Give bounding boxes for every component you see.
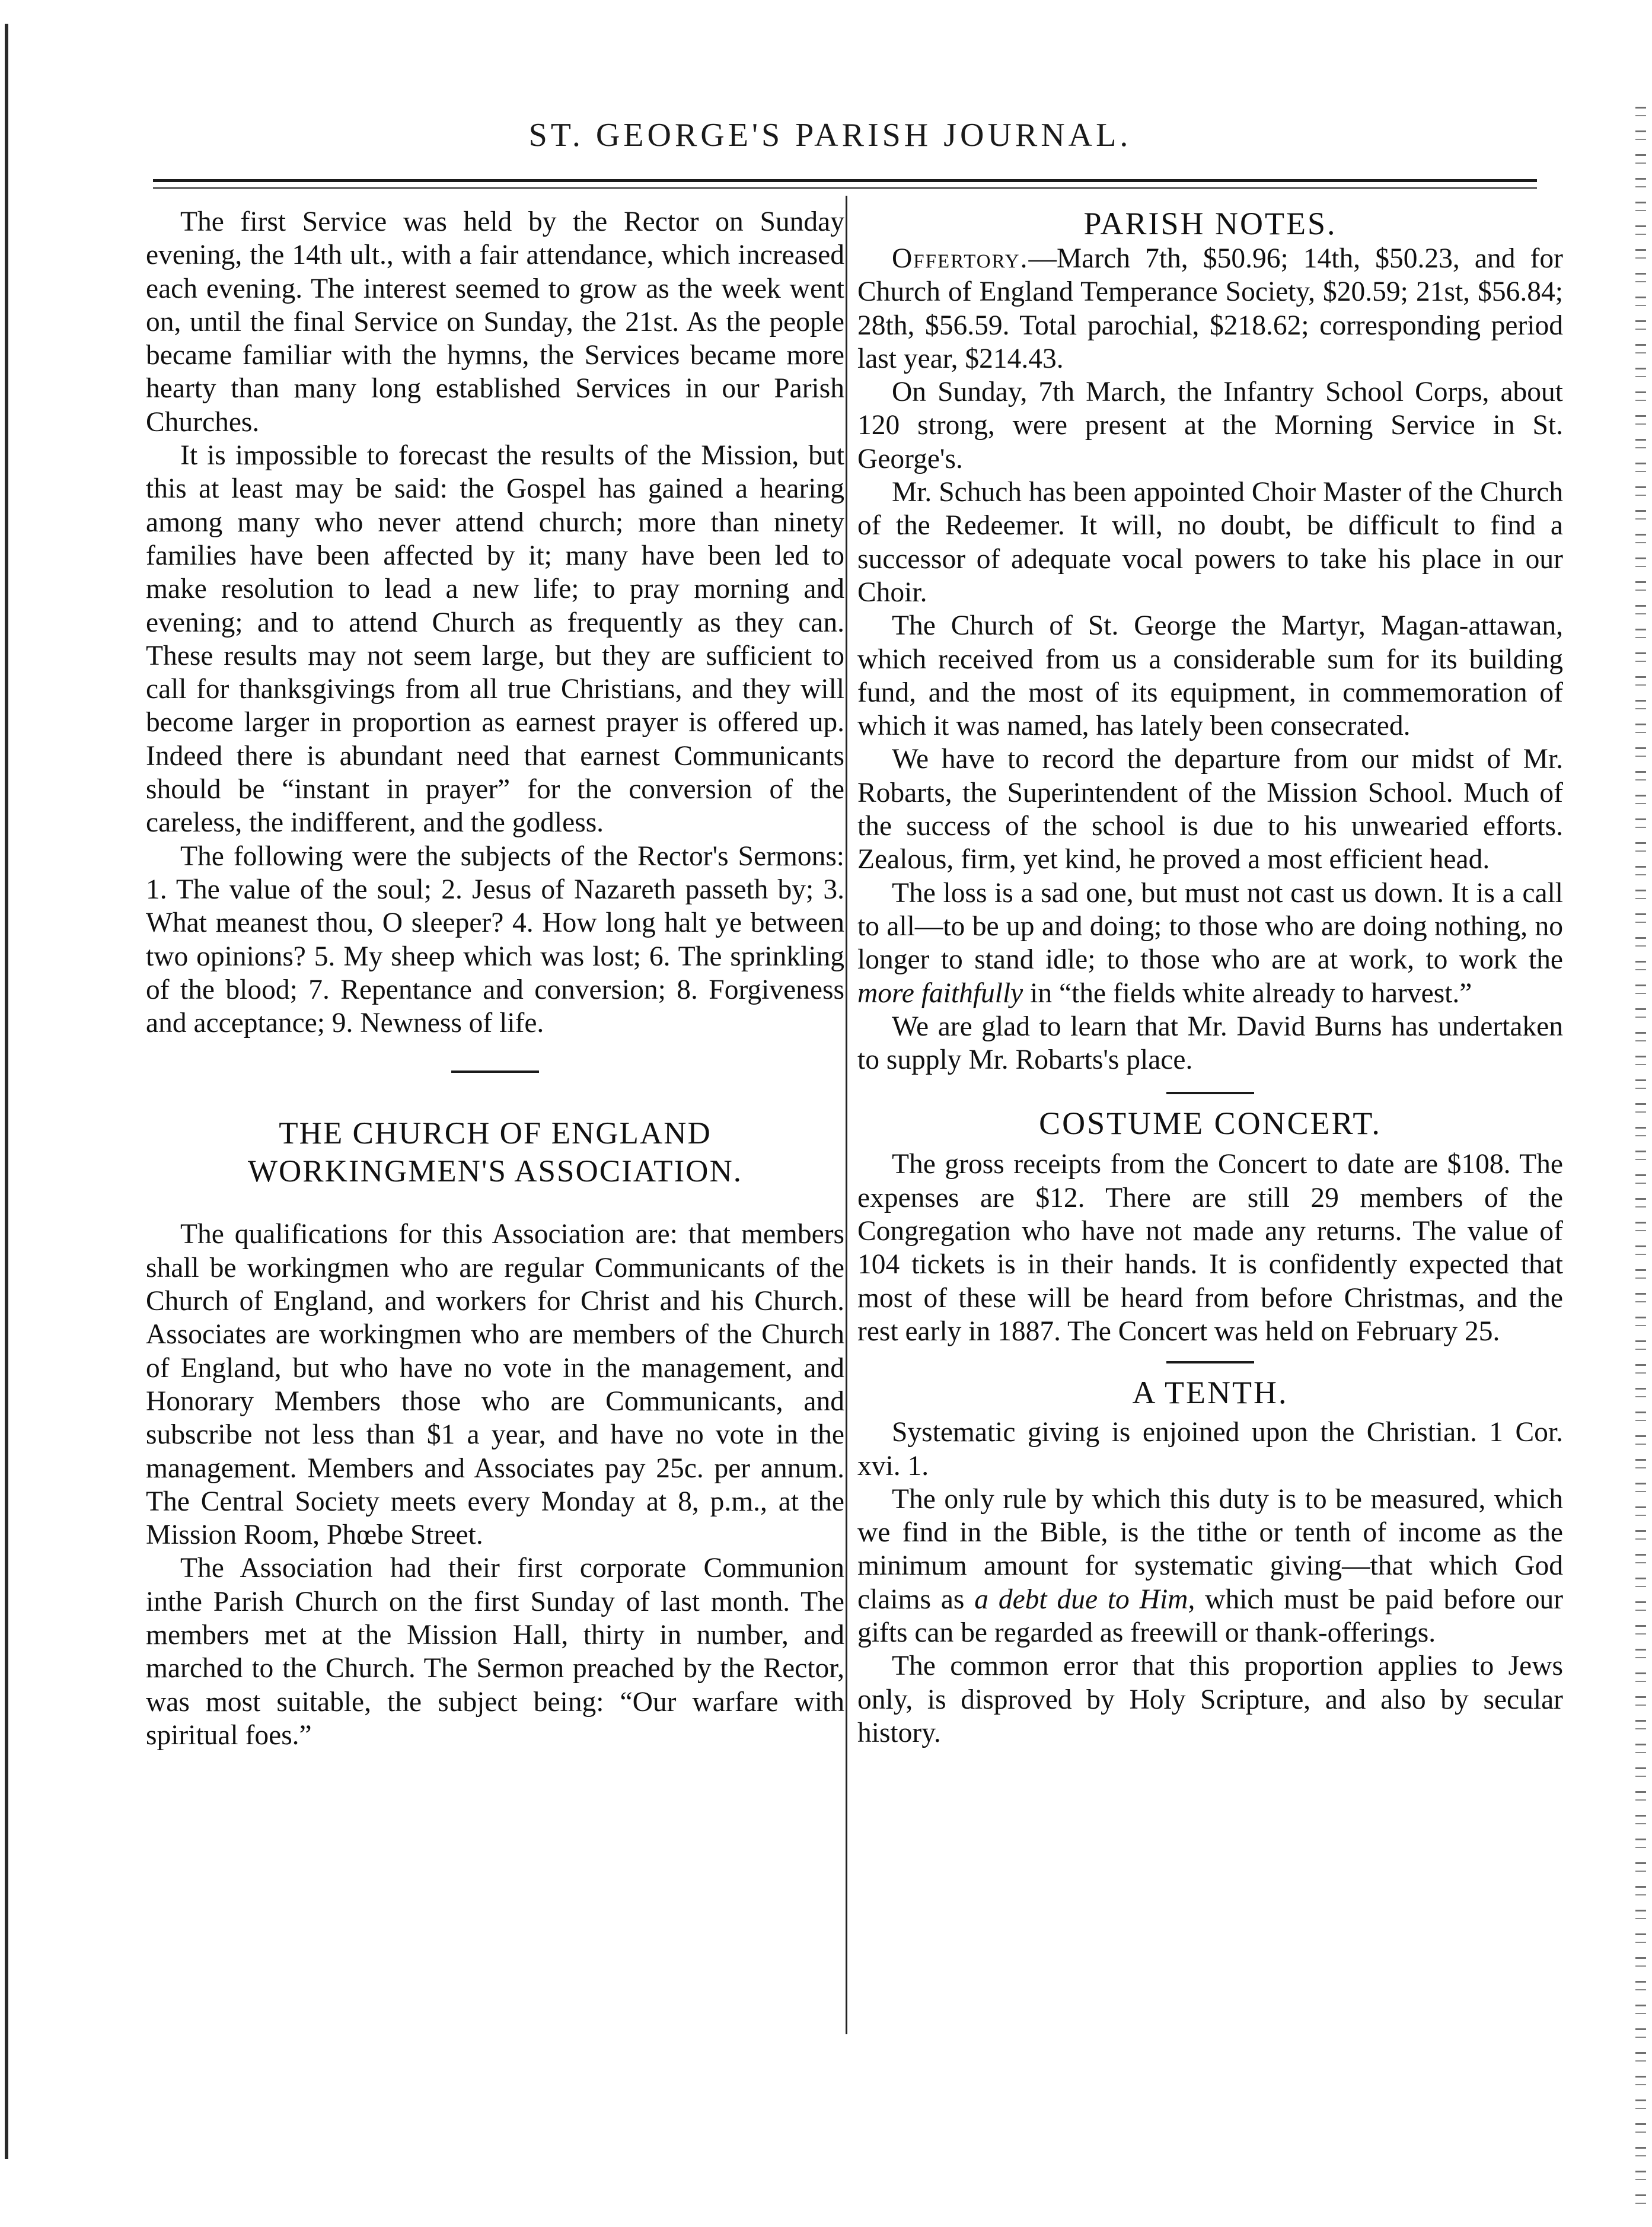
running-head: ST. GEORGE'S PARISH JOURNAL. [528,117,1132,154]
association-heading: THE CHURCH OF ENGLAND WORKINGMEN'S ASSOCIATION. [248,1116,742,1189]
notes-p6-text-a: The loss is a sad one, but must not cast us down. It is a call to all—to be up and doing; to those who are doing nothing, no longer to stand idle; to those who are at work, to work the [857,877,1563,976]
notes-paragraph-7: We are glad to learn that Mr. David Burns has undertaken to supply Mr. Robarts's place. [857,1011,1563,1076]
parish-notes-heading: PARISH NOTES. [1083,206,1337,241]
tenth-paragraph-2 [857,1483,1563,1649]
offertory-label: Offertory. [892,243,1029,274]
notes-p6-text-b: in “the fields white already to harvest.” [1030,977,1472,1009]
tenth-p2-text-b: which must be paid before our gifts can be regarded as freewill or thank-offerings. [857,1584,1564,1648]
mission-paragraph-2: It is impossible to forecast the results of the Mission, but this at least may be said: the Gospel has gained a hearing among many who never attend church; more than ninety families have been affected by it; many have been led to make resolution to lead a new life; to pray morning and evening; and to attend Church as frequently as they can. These results may not seem large, but they are sufficient to call for thanksgivings from all true Christians, and they will become larger in proportion as earnest prayer is offered up. Indeed there is abundant need that earnest Communicants should be “instant in prayer” for the conversion of the careless, the indifferent, and the godless. [146,440,844,839]
tenth-paragraph-3: The common error that this proportion applies to Jews only, is disproved by Holy Scripture, and also by secular history. [857,1651,1563,1748]
header-rule-thin [153,187,1537,189]
notes-paragraph-6 [857,877,1563,1010]
mission-paragraph-3: The following were the subjects of the Rector's Sermons: 1. The value of the soul; 2. Jesus of Nazareth passeth by; 3. What meanest thou, O sleeper? 4. How long halt ye between two opinions? 5. My sheep which was lost; 6. The sprinkling of the blood; 7. Repentance and conversion; 8. Forgiveness and acceptance; 9. Newness of life. [146,840,844,1039]
notes-p6-italic: more faithfully [857,977,1023,1009]
notes-paragraph-5: We have to record the departure from our midst of Mr. Robarts, the Superintendent of the Mission School. Much of the success of the school is due to his unwearied efforts. Zealous, firm, yet kind, he proved a most efficient head. [857,744,1563,875]
page-edge-right [1635,107,1646,2218]
right-column [857,205,1563,1750]
association-paragraph-2: The Association had their first corporate Communion inthe Parish Church on the first Sunday of last month. The members met at the Mission Hall, thirty in number, and marched to the Church. The Sermon preached by the Rector, was most suitable, the subject being: “Our warfare with spiritual foes.” [146,1553,844,1751]
column-divider [846,196,847,2034]
concert-paragraph: The gross receipts from the Concert to date are $108. The expenses are $12. There are still 29 members of the Congregation who have not made any returns. The value of 104 tickets is in their hands. It is confidently expected that most of these will be heard from before Christmas, and the rest early in 1887. The Concert was held on February 25. [857,1149,1563,1347]
notes-paragraph-3: Mr. Schuch has been appointed Choir Master of the Church of the Redeemer. It will, no doubt, be difficult to find a successor of adequate vocal powers to take his place in our Choir. [857,477,1563,608]
header-rule [153,179,1537,182]
left-column [146,205,844,1752]
page-edge-left [5,24,8,2159]
tenth-paragraph-1: Systematic giving is enjoined upon the Christian. 1 Cor. xvi. 1. [857,1417,1563,1482]
costume-concert-heading: COSTUME CONCERT. [1039,1105,1382,1142]
tenth-p2-text-a: The only rule by which this duty is to be measured, which we find in the Bible, is the tithe or tenth of income as the minimum amount for systematic giving—that which God claims as [857,1483,1563,1615]
offertory-text: —March 7th, $50.96; 14th, $50.23, and for Church of England Temperance Society, $20.59; 21st, $56.84; 28th, $56.59. Total parochial, $218.62; corresponding period last year, $214.43. [857,243,1563,374]
a-tenth-heading: A TENTH. [1132,1375,1289,1411]
notes-paragraph-2: On Sunday, 7th March, the Infantry School Corps, about 120 strong, were present at the Morning Service in St. George's. [857,377,1563,474]
tenth-p2-italic: a debt due to Him, [974,1584,1195,1615]
notes-paragraph-4: The Church of St. George the Martyr, Magan-attawan, which received from us a considerable sum for its building fund, and the most of its equipment, in commemoration of which it was named, has lately been consecrated. [857,610,1563,742]
mission-paragraph-1: The first Service was held by the Rector on Sunday evening, the 14th ult., with a fair attendance, which increased each evening. The interest seemed to grow as the week went on, until the final Service on Sunday, the 21st. As the people became familiar with the hymns, the Services became more hearty than many long established Services in our Parish Churches. [146,206,844,438]
association-paragraph-1: The qualifications for this Association are: that members shall be workingmen who are regular Communicants of the Church of England, and workers for Christ and his Church. Associates are workingmen who are members of the Church of England, but who have no vote in the management, and Honorary Members those who are Communicants, and subscribe not less than $1 a year, and have no vote in the management. Members and Associates pay 25c. per annum. The Central Society meets every Monday at 8, p.m., at the Mission Room, Phœbe Street. [146,1219,844,1551]
offertory-paragraph [857,242,1563,375]
